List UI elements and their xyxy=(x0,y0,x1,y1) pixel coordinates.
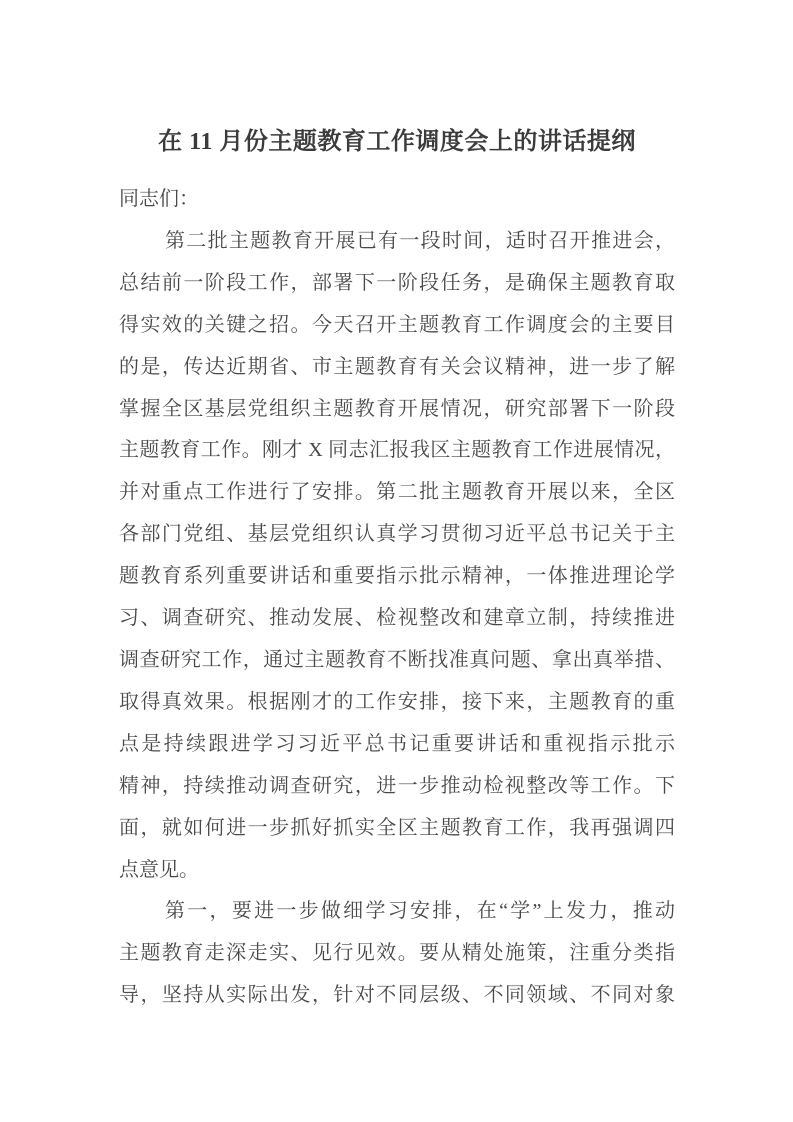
paragraph xyxy=(119,891,675,1017)
text-line: 点意见。 xyxy=(119,858,199,881)
text-line: 点是持续跟进学习习近平总书记重要讲话和重视指示批示 xyxy=(119,732,675,755)
text-line: 调查研究工作，通过主题教育不断找准真问题、拿出真举措、 xyxy=(119,648,675,671)
salutation: 同志们： xyxy=(119,188,199,210)
text-line: 取得真效果。根据刚才的工作安排，接下来，主题教育的重 xyxy=(119,690,675,713)
text-line: 并对重点工作进行了安排。第二批主题教育开展以来，全区 xyxy=(119,481,675,504)
document-content xyxy=(119,125,675,1017)
text-line: 各部门党组、基层党组织认真学习贯彻习近平总书记关于主 xyxy=(119,523,675,546)
document-title: 在 11 月份主题教育工作调度会上的讲话提纲 xyxy=(158,129,636,155)
text-line: 掌握全区基层党组织主题教育开展情况，研究部署下一阶段 xyxy=(119,397,675,420)
text-line: 面，就如何进一步抓好抓实全区主题教育工作，我再强调四 xyxy=(119,816,675,839)
text-line: 的是，传达近期省、市主题教育有关会议精神，进一步了解 xyxy=(119,355,675,378)
text-line: 主题教育走深走实、见行见效。要从精处施策，注重分类指 xyxy=(119,942,675,965)
paragraph xyxy=(119,221,675,892)
document-body xyxy=(119,221,675,1017)
text-line: 题教育系列重要讲话和重要指示批示精神，一体推进理论学 xyxy=(119,565,675,588)
text-line: 习、调查研究、推动发展、检视整改和建章立制，持续推进 xyxy=(119,607,675,630)
text-line: 第二批主题教育开展已有一段时间，适时召开推进会， xyxy=(165,229,675,252)
text-line: 精神，持续推动调查研究，进一步推动检视整改等工作。下 xyxy=(119,774,675,797)
text-line: 主题教育工作。刚才 X 同志汇报我区主题教育工作进展情况， xyxy=(119,439,675,462)
text-line: 得实效的关键之招。今天召开主题教育工作调度会的主要目 xyxy=(119,313,675,336)
text-line: 导，坚持从实际出发，针对不同层级、不同领域、不同对象 xyxy=(119,984,675,1007)
text-line: 总结前一阶段工作，部署下一阶段任务，是确保主题教育取 xyxy=(119,271,675,294)
text-line: 第一，要进一步做细学习安排，在“学”上发力，推动 xyxy=(165,900,675,923)
